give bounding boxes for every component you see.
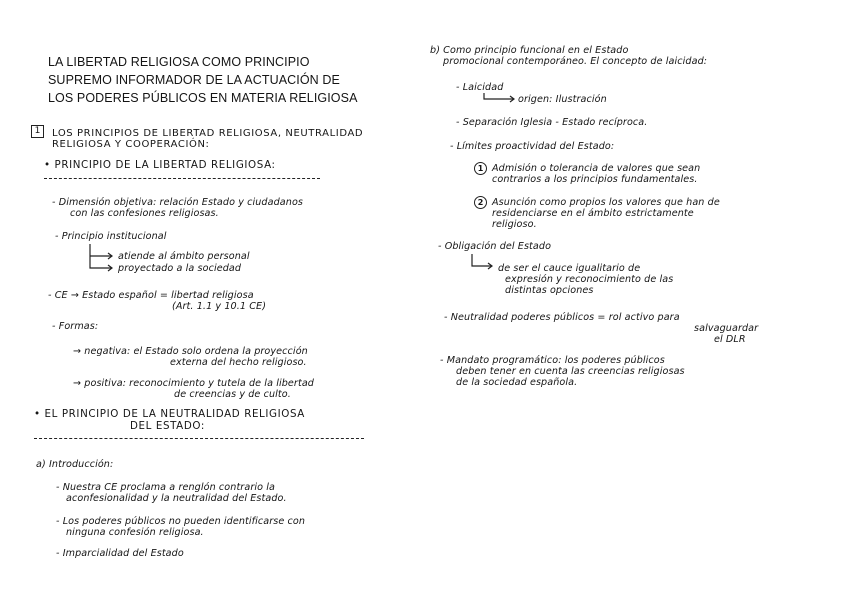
branch-arrow-icon	[88, 244, 118, 274]
intro-item-2-line-1: - Los poderes públicos no pueden identificarse con	[56, 516, 306, 527]
heading-underline	[44, 178, 320, 179]
dimension-line-2: con las confesiones religiosas.	[70, 208, 219, 219]
limit-1-line-1: Admisión o tolerancia de valores que sean	[492, 163, 701, 174]
intro-item-3: - Imparcialidad del Estado	[56, 548, 184, 559]
negativa-line-1: → negativa: el Estado solo ordena la proyección	[73, 346, 308, 357]
page-title	[48, 53, 408, 107]
limit-2-line-2: residenciarse en el ámbito estrictamente	[492, 208, 694, 219]
limit-number-2: 2	[474, 196, 487, 209]
intro-item-2-line-2: ninguna confesión religiosa.	[66, 527, 204, 538]
dimension-line-1: - Dimensión objetiva: relación Estado y ciudadanos	[52, 197, 304, 208]
obligacion-line-3: distintas opciones	[505, 285, 594, 296]
title-line-2: SUPREMO INFORMADOR DE LA ACTUACIÓN DE	[48, 73, 340, 87]
institucional-item-2: proyectado a la sociedad	[118, 263, 242, 274]
limites-label: - Límites proactividad del Estado:	[450, 141, 615, 152]
limit-1-line-2: contrarios a los principios fundamentales.	[492, 174, 698, 185]
origen-arrow-icon	[482, 93, 518, 103]
obligacion-line-1: de ser el cauce igualitario de	[498, 263, 641, 274]
limit-number-1: 1	[474, 162, 487, 175]
obligacion-line-2: expresión y reconocimiento de las	[505, 274, 674, 285]
section1-heading-line-1: LOS PRINCIPIOS DE LIBERTAD RELIGIOSA, NEUTRALIDAD	[52, 128, 364, 139]
neutralidad-line-3: el DLR	[714, 334, 746, 345]
mandato-line-3: de la sociedad española.	[456, 377, 578, 388]
neutralidad-line-2: salvaguardar	[694, 323, 759, 334]
neutralidad-heading-line-1: • EL PRINCIPIO DE LA NEUTRALIDAD RELIGIOSA	[34, 408, 305, 420]
limit-2-line-1: Asunción como propios los valores que han de	[492, 197, 720, 208]
institucional-label: - Principio institucional	[55, 231, 167, 242]
separacion-text: - Separación Iglesia - Estado recíproca.	[456, 117, 648, 128]
neutralidad-heading-line-2: DEL ESTADO:	[130, 420, 205, 432]
title-line-3: LOS PODERES PÚBLICOS EN MATERIA RELIGIOSA	[48, 91, 358, 105]
positiva-line-2: de creencias y de culto.	[174, 389, 291, 400]
intro-label: a) Introducción:	[36, 459, 114, 470]
section1-heading-line-2: RELIGIOSA Y COOPERACIÓN:	[52, 139, 210, 150]
b-heading-line-2: promocional contemporáneo. El concepto de laicidad:	[443, 56, 708, 67]
neutralidad-underline	[34, 438, 364, 439]
mandato-line-2: deben tener en cuenta las creencias religiosas	[456, 366, 685, 377]
ce-line-1: - CE → Estado español = libertad religiosa	[48, 290, 254, 301]
origen-text: origen: Ilustración	[518, 94, 607, 105]
title-line-1: LA LIBERTAD RELIGIOSA COMO PRINCIPIO	[48, 55, 310, 69]
section-number-box: 1	[31, 125, 44, 138]
intro-item-1-line-2: aconfesionalidad y la neutralidad del Estado.	[66, 493, 287, 504]
obligacion-label: - Obligación del Estado	[438, 241, 552, 252]
institucional-item-1: atiende al ámbito personal	[118, 251, 250, 262]
laicidad-label: - Laicidad	[456, 82, 504, 93]
formas-label: - Formas:	[52, 321, 99, 332]
limit-2-line-3: religioso.	[492, 219, 537, 230]
mandato-line-1: - Mandato programático: los poderes públicos	[440, 355, 665, 366]
obligacion-arrow-icon	[470, 254, 496, 270]
intro-item-1-line-1: - Nuestra CE proclama a renglón contrario la	[56, 482, 276, 493]
negativa-line-2: externa del hecho religioso.	[170, 357, 307, 368]
neutralidad-line-1: - Neutralidad poderes públicos = rol activo para	[444, 312, 680, 323]
libertad-religiosa-heading: • PRINCIPIO DE LA LIBERTAD RELIGIOSA:	[44, 159, 276, 171]
b-heading-line-1: b) Como principio funcional en el Estado	[430, 45, 629, 56]
positiva-line-1: → positiva: reconocimiento y tutela de la libertad	[73, 378, 314, 389]
ce-line-2: (Art. 1.1 y 10.1 CE)	[172, 301, 267, 312]
